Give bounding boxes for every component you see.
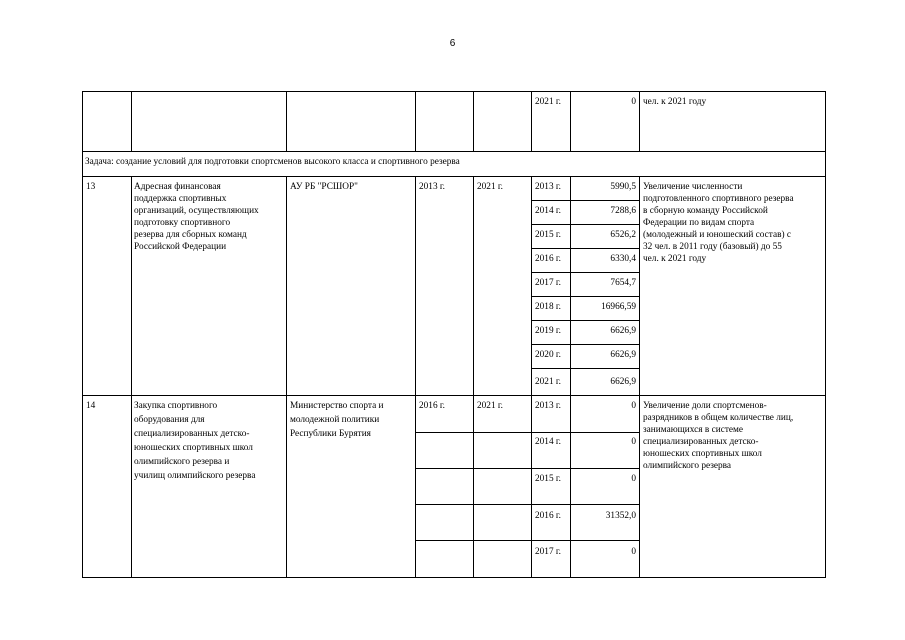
- result-line: (молодежный и юношеский состав) с: [643, 230, 792, 240]
- result-line: чел. к 2021 году: [643, 254, 707, 264]
- year-divider: [531, 320, 639, 321]
- column-divider: [131, 176, 132, 578]
- row-divider: [82, 176, 826, 177]
- column-divider: [473, 176, 474, 578]
- column-divider: [639, 91, 640, 152]
- value-cell: 6626,9: [610, 377, 636, 387]
- result-line: специализированных детско-: [643, 437, 759, 447]
- row-divider: [82, 151, 826, 152]
- result-cell: чел. к 2021 году: [643, 97, 707, 107]
- value-cell: 0: [631, 474, 636, 484]
- result-line: олимпийского резерва: [643, 461, 732, 471]
- result-line: юношеских спортивных школ: [643, 449, 762, 459]
- table-border-bottom: [82, 577, 826, 578]
- value-cell: 0: [631, 437, 636, 447]
- value-cell: 16966,59: [601, 302, 636, 312]
- executor-line: молодежной политики: [290, 415, 380, 425]
- result-line: Федерации по видам спорта: [643, 218, 755, 228]
- start-year: 2013 г.: [419, 182, 446, 192]
- column-divider: [286, 91, 287, 152]
- task-heading: Задача: создание условий для подготовки спортсменов высокого класса и спортивного резерва: [85, 157, 460, 167]
- year-cell: 2020 г.: [535, 350, 562, 360]
- year-cell: 2017 г.: [535, 547, 562, 557]
- year-divider: [531, 368, 639, 369]
- measure-name-line: организаций, осуществляющих: [134, 206, 259, 216]
- measure-name-line: олимпийского резерва и: [134, 457, 230, 467]
- value-cell: 31352,0: [605, 511, 636, 521]
- result-line: в сборную команду Российской: [643, 206, 768, 216]
- year-divider: [531, 344, 639, 345]
- result-line: Увеличение доли спортсменов-: [643, 401, 767, 411]
- table-border-right: [825, 91, 826, 578]
- measure-name-line: специализированных детско-: [134, 429, 250, 439]
- result-line: 32 чел. в 2011 году (базовый) до 55: [643, 242, 782, 252]
- start-year: 2016 г.: [419, 401, 446, 411]
- year-cell: 2016 г.: [535, 254, 562, 264]
- row-divider: [82, 395, 826, 396]
- measure-name-line: Закупка спортивного: [134, 401, 218, 411]
- measure-name-line: Адресная финансовая: [134, 182, 221, 192]
- measure-name-line: училищ олимпийского резерва: [134, 471, 256, 481]
- executor-cell: АУ РБ "РСШОР": [290, 182, 358, 192]
- executor-line: Республики Бурятия: [290, 429, 371, 439]
- year-divider: [531, 224, 639, 225]
- column-divider: [415, 176, 416, 578]
- measure-name-line: подготовку спортивного: [134, 218, 231, 228]
- column-divider: [415, 91, 416, 152]
- value-cell: 7288,6: [610, 206, 636, 216]
- year-divider: [531, 200, 639, 201]
- year-divider: [531, 248, 639, 249]
- result-line: занимающихся в системе: [643, 425, 744, 435]
- year-cell: 2017 г.: [535, 278, 562, 288]
- result-line: разрядников в общем количестве лиц,: [643, 413, 794, 423]
- year-cell: 2015 г.: [535, 230, 562, 240]
- column-divider: [570, 176, 571, 578]
- measure-name-line: юношеских спортивных школ: [134, 443, 253, 453]
- year-cell: 2014 г.: [535, 206, 562, 216]
- column-divider: [570, 91, 571, 152]
- column-divider: [286, 176, 287, 578]
- year-divider: [415, 504, 639, 505]
- end-year: 2021 г.: [477, 182, 504, 192]
- end-year: 2021 г.: [477, 401, 504, 411]
- value-cell: 0: [631, 547, 636, 557]
- row-number: 14: [86, 401, 96, 411]
- year-cell: 2019 г.: [535, 326, 562, 336]
- measure-name-line: резерва для сборных команд: [134, 230, 247, 240]
- value-cell: 0: [631, 401, 636, 411]
- year-cell: 2014 г.: [535, 437, 562, 447]
- value-cell: 0: [631, 97, 636, 107]
- column-divider: [531, 91, 532, 152]
- year-cell: 2013 г.: [535, 401, 562, 411]
- table-border-top: [82, 91, 826, 92]
- measure-name-line: оборудования для: [134, 415, 205, 425]
- column-divider: [473, 91, 474, 152]
- result-line: подготовленного спортивного резерва: [643, 194, 794, 204]
- year-cell: 2015 г.: [535, 474, 562, 484]
- value-cell: 6626,9: [610, 350, 636, 360]
- executor-line: Министерство спорта и: [290, 401, 384, 411]
- year-cell: 2018 г.: [535, 302, 562, 312]
- year-divider: [415, 468, 639, 469]
- year-cell: 2016 г.: [535, 511, 562, 521]
- table-border-left: [82, 91, 83, 578]
- measure-name-line: поддержка спортивных: [134, 194, 227, 204]
- year-divider: [415, 540, 639, 541]
- year-cell: 2021 г.: [535, 377, 562, 387]
- year-cell: 2021 г.: [535, 97, 562, 107]
- column-divider: [639, 176, 640, 578]
- value-cell: 6330,4: [610, 254, 636, 264]
- result-line: Увеличение численности: [643, 182, 743, 192]
- measure-name-line: Российской Федерации: [134, 242, 227, 252]
- value-cell: 6526,2: [610, 230, 636, 240]
- row-number: 13: [86, 182, 96, 192]
- year-divider: [531, 296, 639, 297]
- page-number: 6: [449, 38, 456, 49]
- column-divider: [131, 91, 132, 152]
- year-divider: [531, 272, 639, 273]
- year-cell: 2013 г.: [535, 182, 562, 192]
- value-cell: 7654,7: [610, 278, 636, 288]
- year-divider: [415, 432, 639, 433]
- value-cell: 5990,5: [610, 182, 636, 192]
- column-divider: [531, 176, 532, 578]
- value-cell: 6626,9: [610, 326, 636, 336]
